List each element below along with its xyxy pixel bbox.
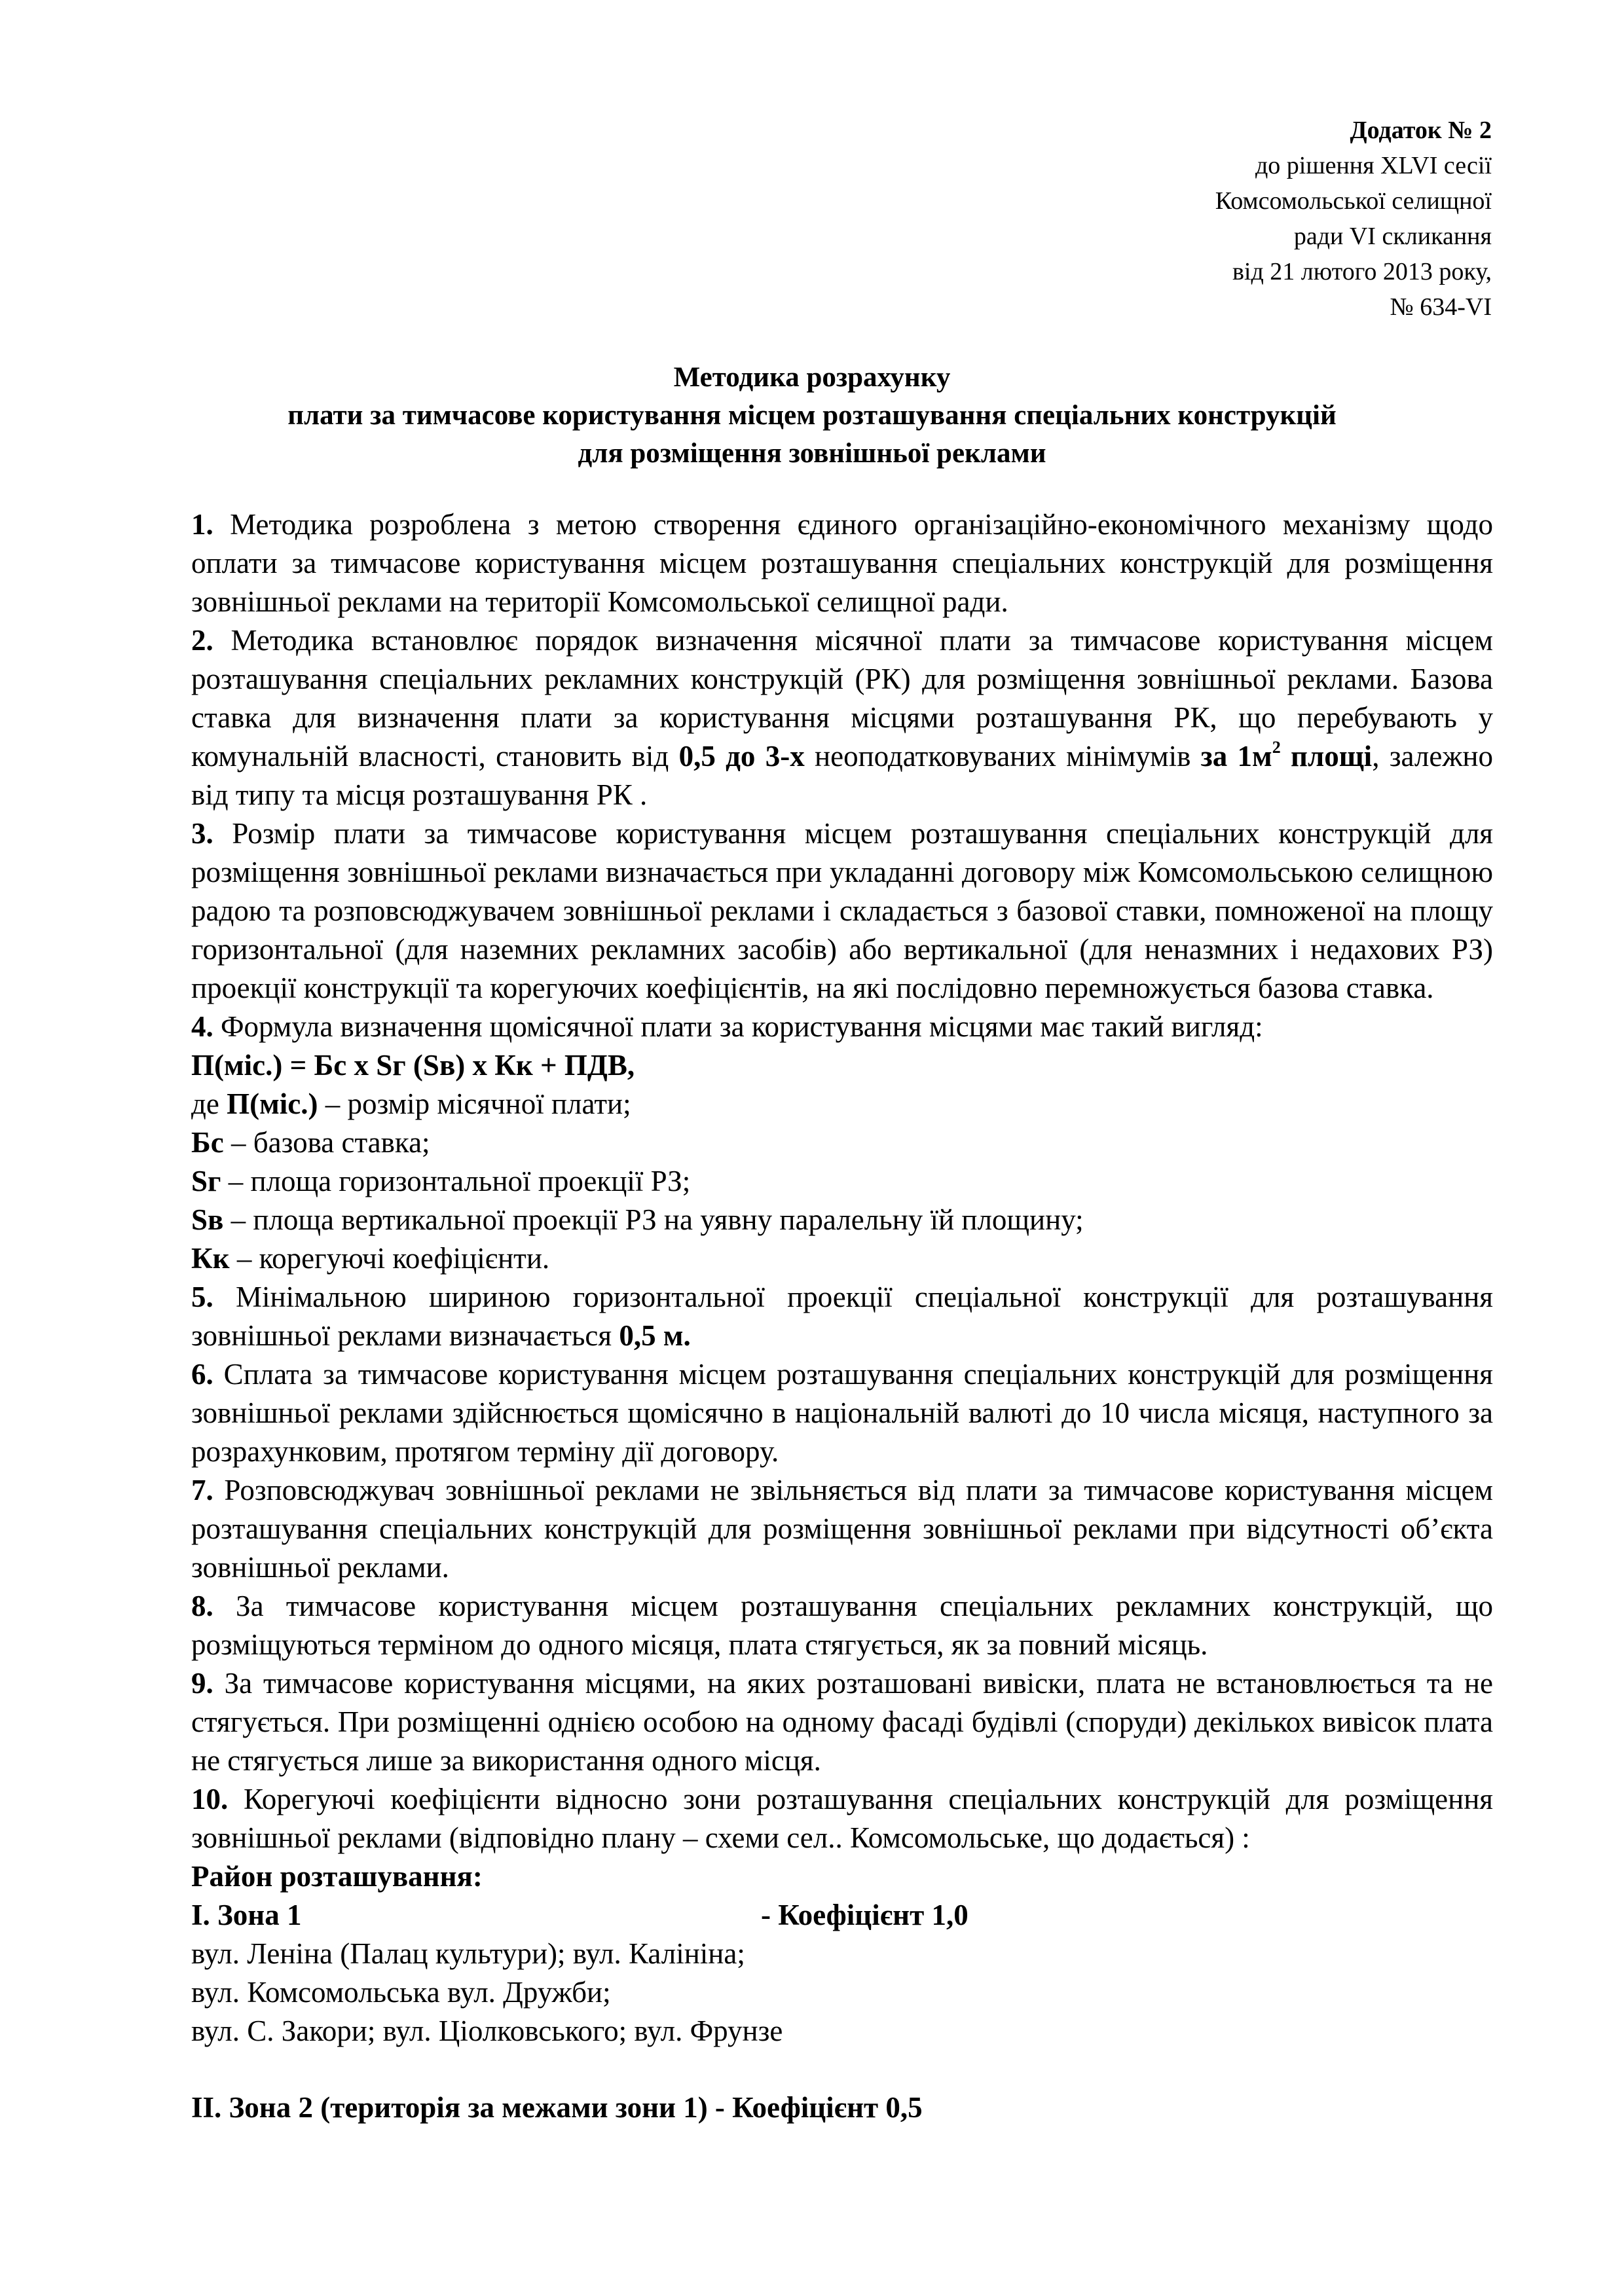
- rate-range: 0,5 до 3-х: [678, 740, 805, 773]
- paragraph-text: Методика розроблена з метою створення єдиного організаційно-економічного механізму щодо оплати за тимчасове користування місцем розташування спеціальних конструкцій для розміщення зовнішньої реклами на території Комсомольської селищної ради.: [191, 508, 1493, 618]
- annex-title: Додаток № 2: [1350, 117, 1492, 144]
- paragraph-number: 1.: [191, 508, 213, 541]
- zone-1-label: І. Зона 1: [191, 1899, 302, 1931]
- definition-term: П(міс.): [227, 1087, 318, 1120]
- paragraph-3: [191, 814, 1493, 1008]
- spacer: [191, 2050, 1493, 2088]
- paragraph-9: [191, 1664, 1493, 1780]
- fee-formula: П(міс.) = Бс х Sг (Sв) х Кк + ПДВ,: [191, 1049, 635, 1082]
- definition-line: [191, 1201, 1493, 1239]
- paragraph-number: 5.: [191, 1281, 213, 1313]
- annex-line: № 634-VI: [1390, 293, 1492, 321]
- paragraph-text: Корегуючі коефіцієнти відносно зони розташування спеціальних конструкцій для розміщення зовнішньої реклами (відповідно плану – схеми сел.. Комсомольське, що додається) :: [191, 1783, 1493, 1854]
- paragraph-1: [191, 505, 1493, 621]
- paragraph-text: Мінімальною шириною горизонтальної проекції спеціальної конструкції для розташування зовнішньої реклами визначається: [191, 1281, 1493, 1352]
- definition-term: Кк: [191, 1242, 230, 1275]
- zone-1-streets: вул. Леніна (Палац культури); вул. Калініна;: [191, 1937, 745, 1970]
- definition-desc: – площа горизонтальної проекції РЗ;: [221, 1165, 691, 1197]
- district-label: Район розташування:: [191, 1860, 483, 1893]
- paragraph-number: 4.: [191, 1010, 213, 1043]
- zone-1-coefficient: - Коефіцієнт 1,0: [761, 1899, 969, 1931]
- annex-block: [1215, 113, 1492, 325]
- definition-line: де П(міс.) – розмір місячної плати;: [191, 1087, 631, 1120]
- paragraph-2: [191, 621, 1493, 814]
- definition-line: [191, 1123, 1493, 1162]
- definition-term: Sв: [191, 1203, 224, 1236]
- paragraph-5: [191, 1278, 1493, 1355]
- paragraph-6: [191, 1355, 1493, 1471]
- paragraph-number: 10.: [191, 1783, 229, 1815]
- paragraph-text: За тимчасове користування місцями, на яких розташовані вивіски, плата не встановлюється та не стягується. При розміщенні однією особою на одному фасаді будівлі (споруди) декількох вивісок плата не стягується лише за використання одного місця.: [191, 1667, 1493, 1777]
- document-heading: [0, 359, 1624, 473]
- document-body: [191, 505, 1493, 2127]
- area-unit: за 1м: [1200, 740, 1272, 773]
- paragraph-text: Формула визначення щомісячної плати за користування місцями має такий вигляд:: [213, 1010, 1263, 1043]
- definition-desc: – базова ставка;: [223, 1126, 430, 1159]
- definition-desc: – площа вертикальної проекції РЗ на уявну паралельну їй площину;: [223, 1203, 1084, 1236]
- min-width-value: 0,5 м.: [619, 1319, 691, 1352]
- annex-line: до рішення XLVI сесії: [1255, 152, 1492, 179]
- paragraph-text: , залежно від типу та місця розташування РК .: [191, 740, 1493, 811]
- paragraph-7: [191, 1471, 1493, 1587]
- definition-line: [191, 1239, 1493, 1278]
- paragraph-text: неоподатковуваних мінімумів: [804, 740, 1201, 773]
- paragraph-4: [191, 1008, 1493, 1046]
- paragraph-text: За тимчасове користування місцем розташування спеціальних рекламних конструкцій, що розміщуються терміном до одного місяця, плата стягується, як за повний місяць.: [191, 1590, 1493, 1661]
- paragraph-text: Методика встановлює порядок визначення місячної плати за тимчасове користування місцем розташування спеціальних рекламних конструкцій (РК) для розміщення зовнішньої реклами. Базова ставка для визначення плати за користування місцями розташування РК, що перебувають у комунальній власності, становить від: [191, 624, 1493, 773]
- heading-line: плати за тимчасове користування місцем розташування спеціальних конструкцій: [287, 400, 1337, 431]
- paragraph-number: 2.: [191, 624, 213, 657]
- paragraph-number: 6.: [191, 1358, 213, 1391]
- heading-line: Методика розрахунку: [673, 362, 951, 393]
- superscript: 2: [1272, 738, 1281, 757]
- paragraph-number: 3.: [191, 817, 213, 850]
- paragraph-10: [191, 1780, 1493, 1857]
- annex-line: ради VI скликання: [1293, 223, 1492, 250]
- annex-line: від 21 лютого 2013 року,: [1232, 258, 1492, 285]
- heading-line: для розміщення зовнішньої реклами: [578, 438, 1046, 469]
- paragraph-text: Розмір плати за тимчасове користування місцем розташування спеціальних конструкцій для розміщення зовнішньої реклами визначається при укладанні договору між Комсомольською селищною радою та розповсюджувачем зовнішньої реклами і складається з базової ставки, помноженої на площу горизонтальної (для наземних рекламних засобів) або вертикальної (для неназмних і недахових РЗ) проекції конструкції та корегуючих коефіцієнтів, на які послідовно перемножується базова ставка.: [191, 817, 1493, 1004]
- zone-1-streets: вул. Комсомольська вул. Дружби;: [191, 1976, 611, 2009]
- definition-line: [191, 1162, 1493, 1201]
- paragraph-text: Розповсюджувач зовнішньої реклами не звільняється від плати за тимчасове користування місцем розташування спеціальних конструкцій для розміщення зовнішньої реклами при відсутності об’єкта зовнішньої реклами.: [191, 1474, 1493, 1584]
- zone-2-row: ІІ. Зона 2 (територія за межами зони 1) - Коефіцієнт 0,5: [191, 2091, 923, 2124]
- definition-desc: – розмір місячної плати;: [318, 1087, 631, 1120]
- definition-desc: – корегуючі коефіцієнти.: [229, 1242, 550, 1275]
- definition-term: Бс: [191, 1126, 224, 1159]
- definition-term: Sг: [191, 1165, 221, 1197]
- paragraph-number: 9.: [191, 1667, 213, 1700]
- paragraph-text: Сплата за тимчасове користування місцем розташування спеціальних конструкцій для розміщення зовнішньої реклами здійснюється щомісячно в національній валюті до 10 числа місяця, наступного за розрахунковим, протягом терміну дії договору.: [191, 1358, 1493, 1468]
- paragraph-number: 8.: [191, 1590, 213, 1622]
- annex-line: Комсомольської селищної: [1215, 187, 1492, 215]
- paragraph-number: 7.: [191, 1474, 213, 1506]
- zone-1-streets: вул. С. Закори; вул. Ціолковського; вул. Фрунзе: [191, 2014, 783, 2047]
- zone-1-row: [191, 1896, 1493, 1935]
- paragraph-8: [191, 1587, 1493, 1664]
- area-unit-suffix: площі: [1280, 740, 1373, 773]
